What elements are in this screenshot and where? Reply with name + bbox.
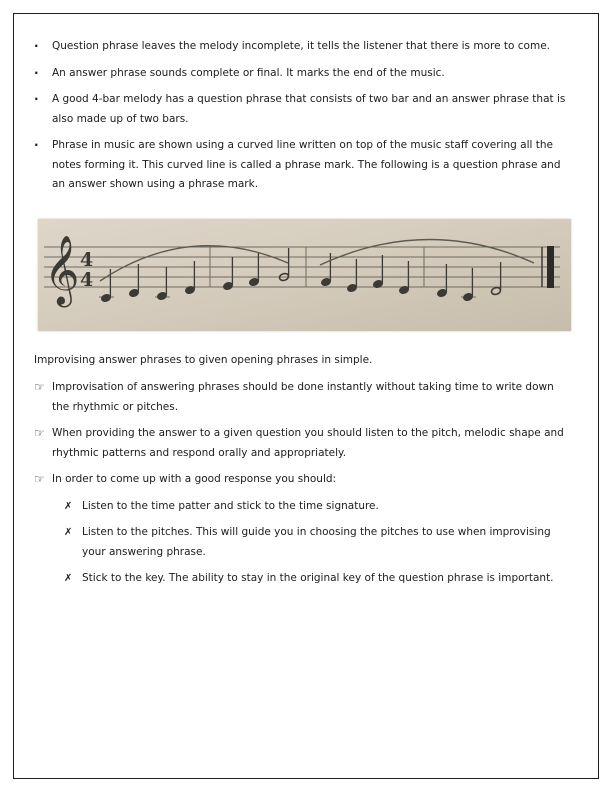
time-signature-bottom: 4 bbox=[80, 268, 94, 291]
improvising-intro-text: Improvising answer phrases to given opening phrases in simple. bbox=[34, 353, 373, 366]
dot-bullet-icon: · bbox=[34, 92, 39, 106]
music-staff-graphic bbox=[38, 219, 571, 331]
cross-bullet-icon: ✗ bbox=[64, 500, 73, 512]
list-item bbox=[34, 378, 572, 417]
list-item bbox=[64, 569, 572, 589]
pointing-hand-icon: ☞ bbox=[34, 426, 45, 440]
cross-bullet-list bbox=[64, 497, 572, 589]
list-item bbox=[34, 424, 572, 463]
cross-bullet-text: Stick to the key. The ability to stay in the original key of the question phrase is important. bbox=[82, 572, 554, 584]
list-item bbox=[64, 497, 572, 517]
hand-bullet-text: In order to come up with a good response you should: bbox=[52, 473, 337, 485]
time-signature-top: 4 bbox=[80, 248, 94, 271]
cross-bullet-text: Listen to the time patter and stick to the time signature. bbox=[82, 499, 379, 512]
list-item bbox=[64, 523, 572, 562]
cross-bullet-icon: ✗ bbox=[64, 527, 73, 538]
bullet-text: An answer phrase sounds complete or final. It marks the end of the music. bbox=[52, 66, 445, 79]
dot-bullet-icon: · bbox=[34, 65, 39, 80]
photo-background bbox=[38, 219, 571, 331]
list-item bbox=[34, 90, 572, 129]
intro-bullet-list bbox=[34, 37, 572, 195]
hand-bullet-text: Improvisation of answering phrases should be done instantly without taking time to write down the rhythmic or pitches. bbox=[52, 381, 554, 413]
list-item bbox=[34, 136, 572, 195]
dot-bullet-icon: · bbox=[34, 39, 39, 53]
hand-bullet-text: When providing the answer to a given question you should listen to the pitch, melodic shape and rhythmic patterns and respond orally and appropriately. bbox=[52, 427, 564, 459]
page-border bbox=[13, 13, 599, 779]
cross-bullet-icon: ✗ bbox=[64, 573, 73, 584]
pointing-hand-icon: ☞ bbox=[34, 380, 45, 394]
pointing-hand-icon: ☞ bbox=[34, 472, 45, 486]
bullet-text: A good 4-bar melody has a question phrase that consists of two bar and an answer phrase that is also made up of two bars. bbox=[52, 93, 566, 125]
music-notation-photo bbox=[38, 219, 571, 331]
list-item bbox=[34, 37, 572, 57]
bullet-text: Question phrase leaves the melody incomplete, it tells the listener that there is more to come. bbox=[52, 40, 550, 52]
cross-bullet-text: Listen to the pitches. This will guide you in choosing the pitches to use when improvising your answering phrase. bbox=[82, 526, 551, 558]
list-item bbox=[34, 64, 572, 84]
hand-bullet-list bbox=[34, 378, 572, 490]
treble-clef-icon: 𝄞 bbox=[44, 234, 80, 305]
list-item bbox=[34, 470, 572, 490]
dot-bullet-icon: · bbox=[34, 138, 39, 152]
bullet-text: Phrase in music are shown using a curved line written on top of the music staff covering all the notes forming it. This curved line is called a phrase mark. The following is a question phrase and an answer shown using a phrase mark. bbox=[52, 139, 561, 190]
